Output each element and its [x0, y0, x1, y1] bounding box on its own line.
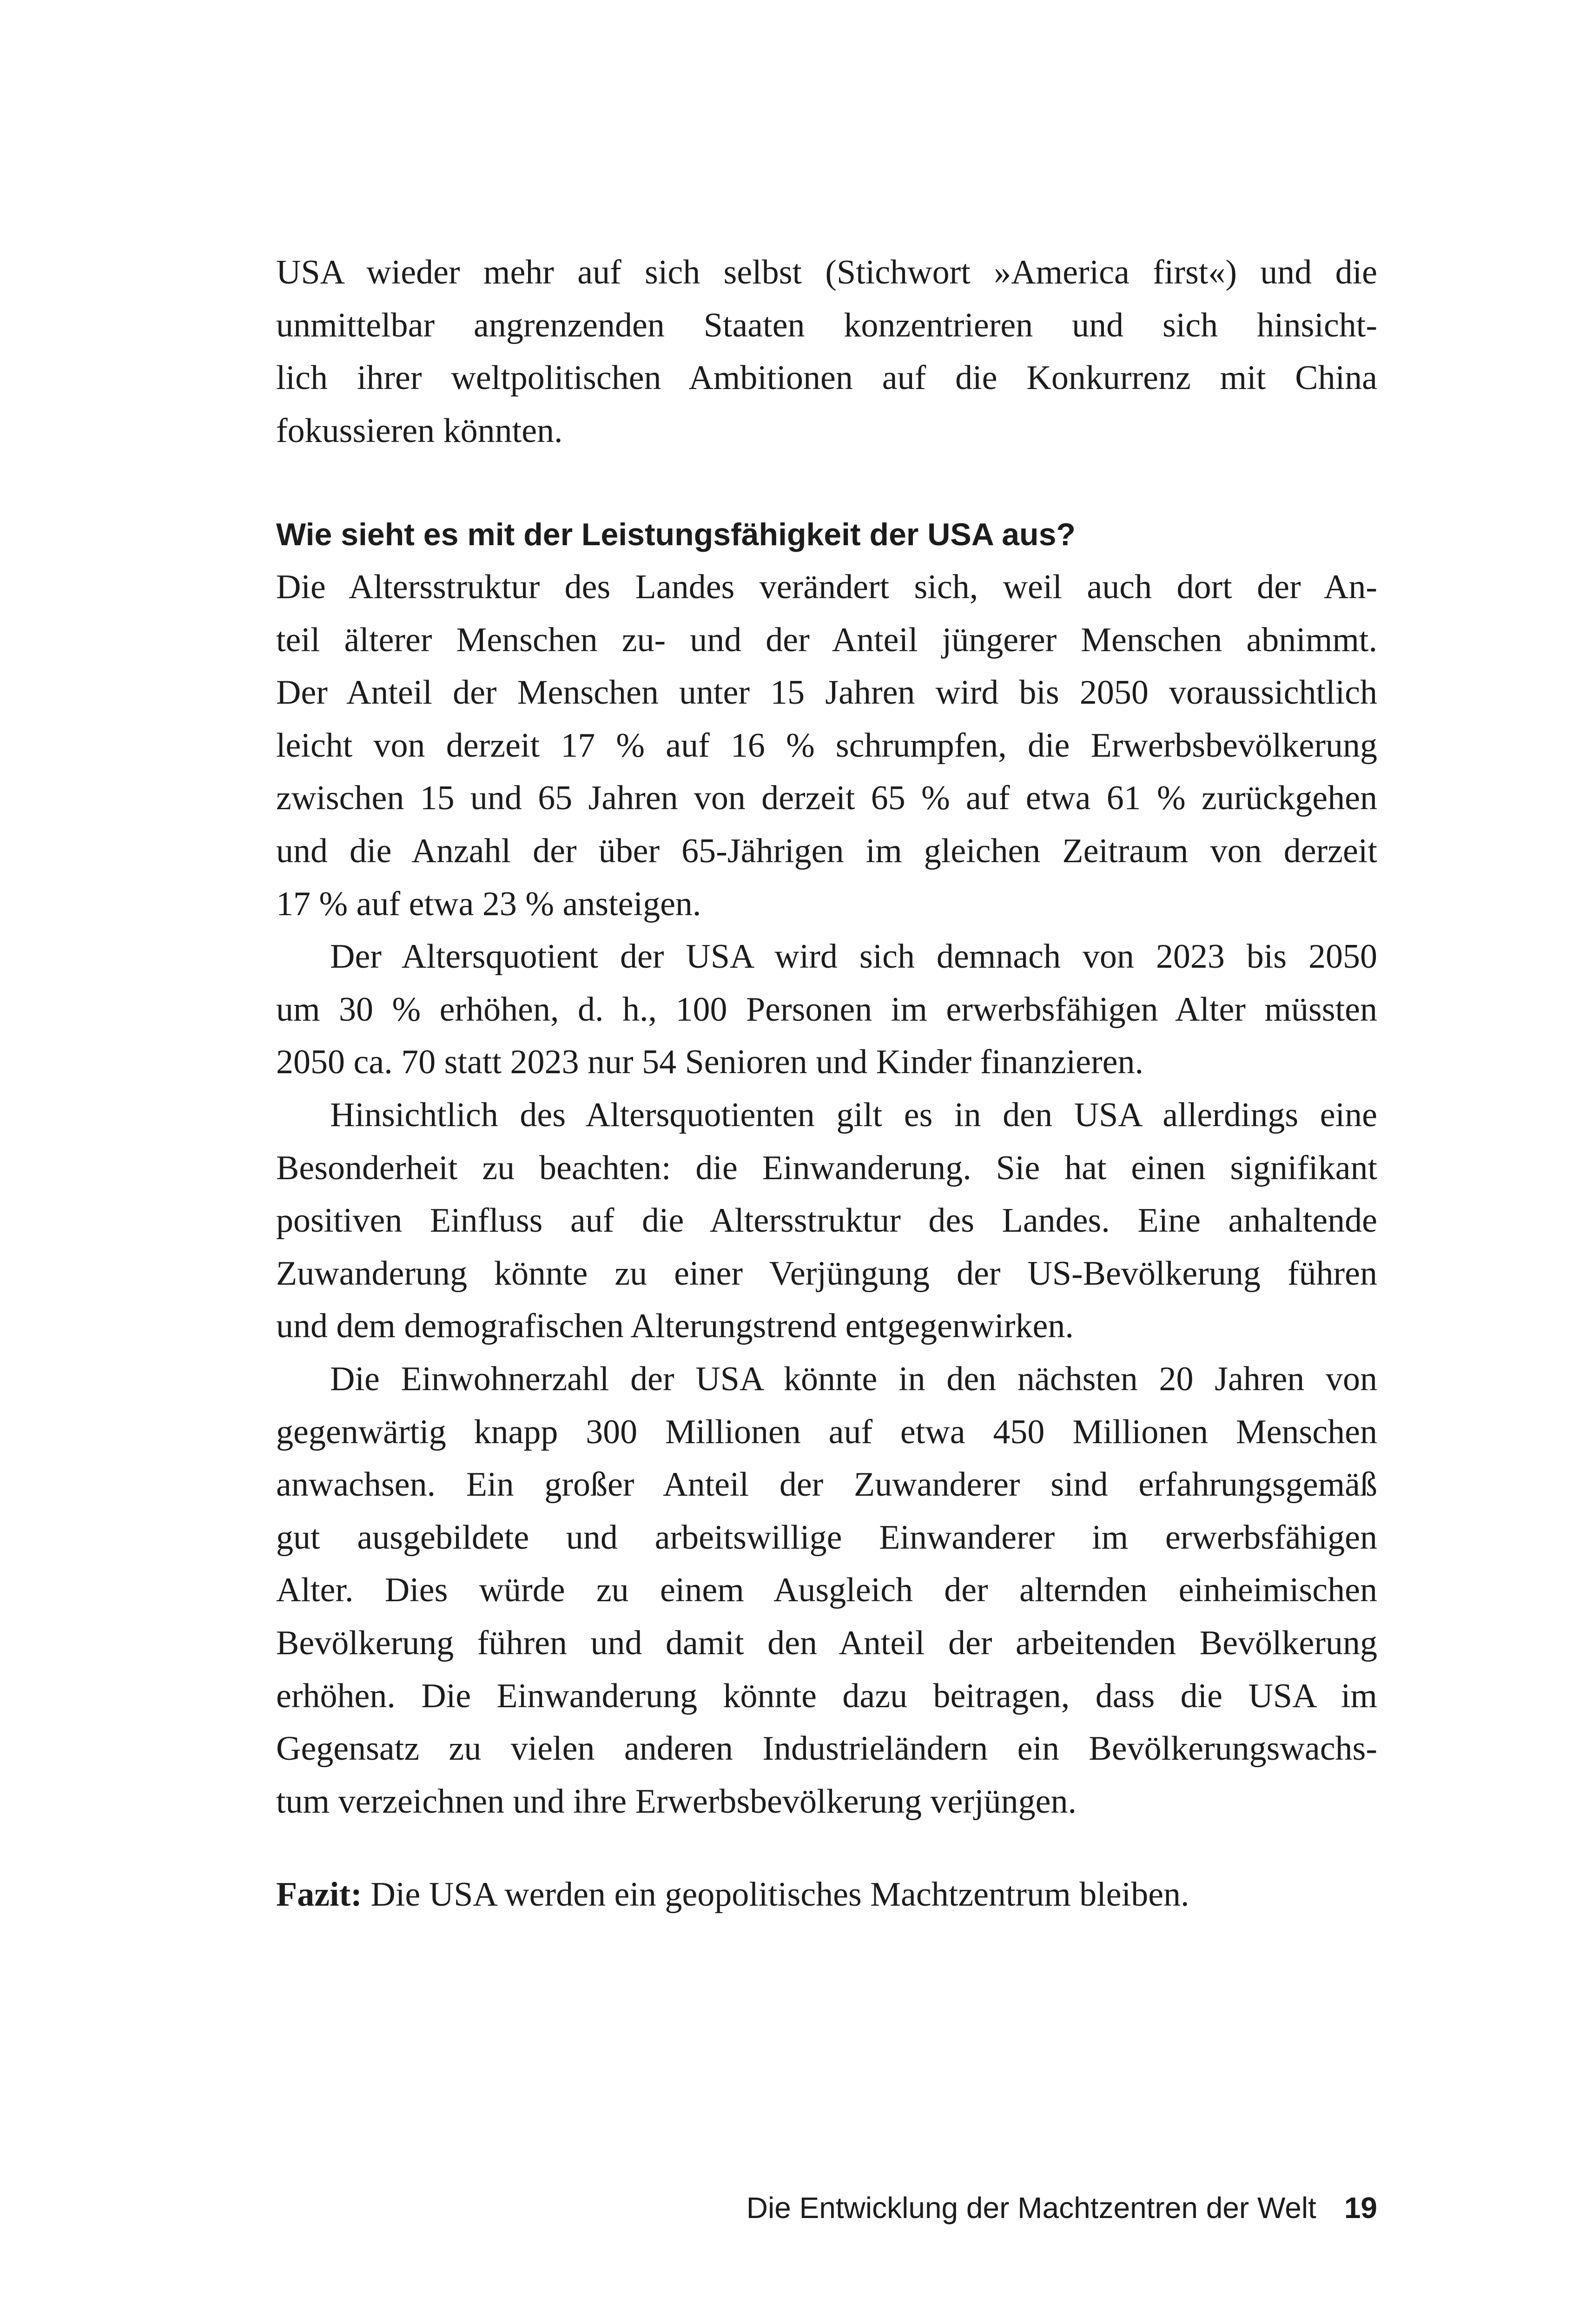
text-line: Zuwanderung könnte zu einer Verjüngung der US-Bevölkerung führen: [276, 1254, 1377, 1293]
text-line: Die Einwohnerzahl der USA könnte in den nächsten 20 Jahren von: [330, 1360, 1377, 1398]
text-line: und die Anzahl der über 65-Jährigen im gleichen Zeitraum von derzeit: [276, 832, 1377, 870]
text-line: gegenwärtig knapp 300 Millionen auf etwa 450 Millionen Menschen: [276, 1413, 1377, 1451]
text-line: Hinsichtlich des Altersquotienten gilt es in den USA allerdings eine: [330, 1096, 1377, 1134]
text-line: 17 % auf etwa 23 % ansteigen.: [276, 885, 701, 923]
text-line: 2050 ca. 70 statt 2023 nur 54 Senioren und Kinder finanzieren.: [276, 1043, 1143, 1082]
text-line: anwachsen. Ein großer Anteil der Zuwanderer sind erfahrungsgemäß: [276, 1466, 1377, 1504]
text-line: um 30 % erhöhen, d. h., 100 Personen im erwerbsfähigen Alter müssten: [276, 990, 1377, 1029]
text-line: tum verzeichnen und ihre Erwerbsbevölkerung verjüngen.: [276, 1782, 1077, 1821]
text-line: lich ihrer weltpolitischen Ambitionen auf die Konkurrenz mit China: [276, 359, 1377, 397]
text-line: teil älterer Menschen zu- und der Anteil jüngerer Menschen abnimmt.: [276, 621, 1377, 659]
text-line: und dem demografischen Alterungstrend entgegenwirken.: [276, 1307, 1074, 1346]
section-heading: Wie sieht es mit der Leistungsfähigkeit der USA aus?: [276, 517, 1076, 552]
text-line: leicht von derzeit 17 % auf 16 % schrumpfen, die Erwerbsbevölkerung: [276, 726, 1377, 765]
paragraph-immigration: [276, 1089, 1377, 1353]
text-line: Besonderheit zu beachten: die Einwanderung. Sie hat einen signifikant: [276, 1149, 1377, 1187]
paragraph-age-structure: [276, 561, 1377, 931]
conclusion-label: Fazit:: [276, 1875, 362, 1914]
text-line: zwischen 15 und 65 Jahren von derzeit 65 % auf etwa 61 % zurückgehen: [276, 779, 1377, 818]
text-line: fokussieren könnten.: [276, 411, 563, 450]
conclusion-text: Die USA werden ein geopolitisches Machtzentrum bleiben.: [362, 1875, 1189, 1914]
text-line: Der Anteil der Menschen unter 15 Jahren wird bis 2050 voraussichtlich: [276, 673, 1377, 712]
text-line: Bevölkerung führen und damit den Anteil der arbeitenden Bevölkerung: [276, 1624, 1377, 1662]
running-footer: [746, 2187, 1377, 2229]
text-line: erhöhen. Die Einwanderung könnte dazu beitragen, dass die USA im: [276, 1677, 1377, 1715]
text-line: unmittelbar angrenzenden Staaten konzentrieren und sich hinsicht-: [276, 306, 1377, 344]
text-line: gut ausgebildete und arbeitswillige Einwanderer im erwerbsfähigen: [276, 1518, 1377, 1557]
paragraph-population-growth: [276, 1353, 1377, 1828]
text-line: Der Altersquotient der USA wird sich demnach von 2023 bis 2050: [330, 938, 1377, 976]
text-line: USA wieder mehr auf sich selbst (Stichwort »America first«) und die: [276, 253, 1377, 291]
chapter-title: Die Entwicklung der Machtzentren der Welt: [746, 2191, 1316, 2225]
paragraph-dependency-ratio: [276, 931, 1377, 1089]
text-line: Gegensatz zu vielen anderen Industrieländern ein Bevölkerungswachs-: [276, 1730, 1377, 1768]
conclusion: [276, 1868, 1189, 1921]
page-number: 19: [1344, 2191, 1377, 2225]
intro-paragraph: [276, 246, 1377, 457]
text-line: positiven Einfluss auf die Altersstruktur des Landes. Eine anhaltende: [276, 1202, 1377, 1240]
text-line: Alter. Dies würde zu einem Ausgleich der alternden einheimischen: [276, 1571, 1377, 1610]
text-line: Die Altersstruktur des Landes verändert sich, weil auch dort der An-: [276, 568, 1377, 606]
